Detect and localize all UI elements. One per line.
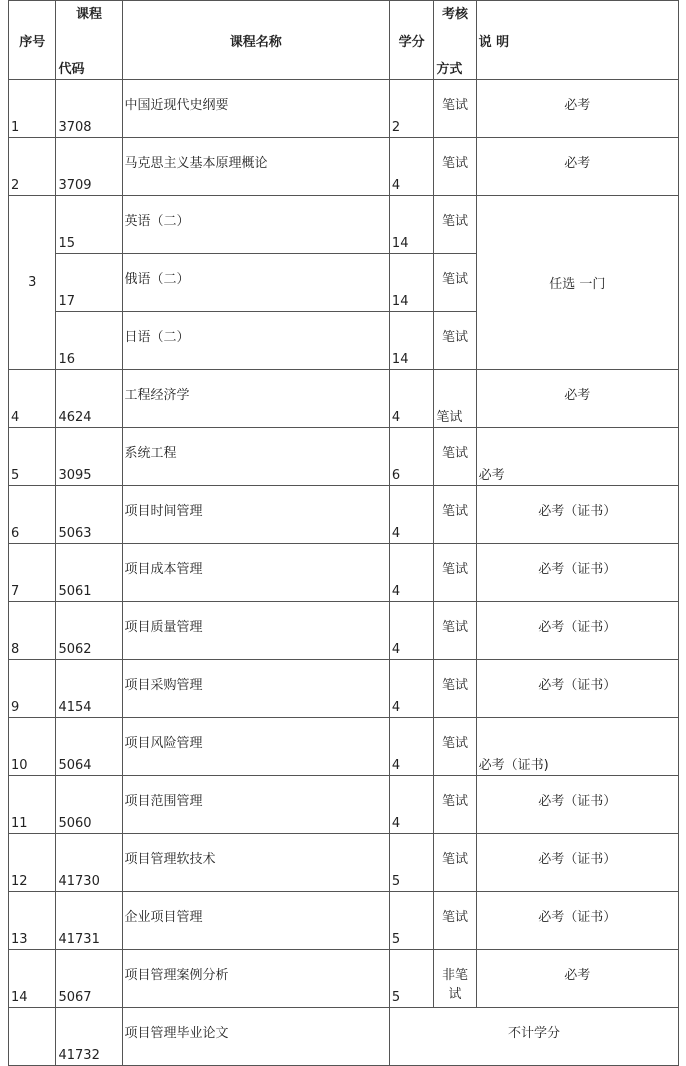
cell-seq bbox=[9, 1008, 56, 1066]
cell-credit: 4 bbox=[389, 544, 433, 602]
cell-code: 5060 bbox=[56, 776, 122, 834]
cell-credit: 6 bbox=[389, 428, 433, 486]
cell-seq: 2 bbox=[9, 138, 56, 196]
cell-name: 项目管理软技术 bbox=[122, 834, 389, 892]
header-exam-bottom: 方式 bbox=[436, 62, 463, 77]
cell-seq: 3 bbox=[9, 196, 56, 370]
cell-code: 5063 bbox=[56, 486, 122, 544]
cell-seq: 13 bbox=[9, 892, 56, 950]
cell-exam: 笔试 bbox=[434, 138, 476, 196]
cell-exam: 笔试 bbox=[434, 196, 476, 254]
cell-note: 不计学分 bbox=[389, 1008, 678, 1066]
header-exam-top: 考核 bbox=[441, 7, 468, 22]
cell-name: 项目管理毕业论文 bbox=[122, 1008, 389, 1066]
cell-exam: 笔试 bbox=[434, 80, 476, 138]
cell-exam: 笔试 bbox=[434, 486, 476, 544]
cell-name: 企业项目管理 bbox=[122, 892, 389, 950]
cell-exam: 笔试 bbox=[434, 370, 476, 428]
cell-seq: 9 bbox=[9, 660, 56, 718]
cell-code: 3095 bbox=[56, 428, 122, 486]
cell-note: 必考（证书） bbox=[476, 892, 678, 950]
cell-code: 3708 bbox=[56, 80, 122, 138]
cell-name: 英语（二） bbox=[122, 196, 389, 254]
table-row bbox=[9, 486, 679, 544]
cell-note: 必考 bbox=[476, 950, 678, 1008]
cell-name: 日语（二） bbox=[122, 312, 389, 370]
cell-code: 5062 bbox=[56, 602, 122, 660]
cell-seq: 12 bbox=[9, 834, 56, 892]
cell-note: 必考（证书） bbox=[476, 486, 678, 544]
cell-note: 必考（证书） bbox=[476, 776, 678, 834]
cell-name: 马克思主义基本原理概论 bbox=[122, 138, 389, 196]
cell-note: 必考（证书） bbox=[476, 834, 678, 892]
cell-seq: 5 bbox=[9, 428, 56, 486]
table-row bbox=[9, 544, 679, 602]
cell-code: 41732 bbox=[56, 1008, 122, 1066]
cell-exam: 笔试 bbox=[434, 660, 476, 718]
cell-note: 必考 bbox=[476, 428, 678, 486]
cell-code: 15 bbox=[56, 196, 122, 254]
header-note: 说 明 bbox=[476, 1, 678, 80]
cell-note: 必考（证书) bbox=[476, 718, 678, 776]
cell-credit: 5 bbox=[389, 892, 433, 950]
header-seq: 序号 bbox=[9, 1, 56, 80]
cell-note: 必考 bbox=[476, 80, 678, 138]
cell-name: 项目风险管理 bbox=[122, 718, 389, 776]
cell-seq: 14 bbox=[9, 950, 56, 1008]
cell-code: 5061 bbox=[56, 544, 122, 602]
header-name: 课程名称 bbox=[122, 1, 389, 80]
table-row bbox=[9, 776, 679, 834]
cell-credit: 4 bbox=[389, 370, 433, 428]
table-row bbox=[9, 428, 679, 486]
cell-code: 17 bbox=[56, 254, 122, 312]
table-row bbox=[9, 660, 679, 718]
table-row bbox=[9, 1008, 679, 1066]
cell-seq: 10 bbox=[9, 718, 56, 776]
cell-seq: 6 bbox=[9, 486, 56, 544]
table-row bbox=[9, 950, 679, 1008]
cell-code: 4624 bbox=[56, 370, 122, 428]
cell-name: 中国近现代史纲要 bbox=[122, 80, 389, 138]
cell-exam: 笔试 bbox=[434, 428, 476, 486]
course-table bbox=[8, 0, 679, 1066]
table-row bbox=[9, 370, 679, 428]
cell-name: 项目质量管理 bbox=[122, 602, 389, 660]
cell-credit: 5 bbox=[389, 950, 433, 1008]
cell-name: 项目采购管理 bbox=[122, 660, 389, 718]
cell-code: 3709 bbox=[56, 138, 122, 196]
cell-credit: 4 bbox=[389, 486, 433, 544]
cell-code: 5067 bbox=[56, 950, 122, 1008]
table-row bbox=[9, 138, 679, 196]
cell-note: 必考（证书） bbox=[476, 660, 678, 718]
cell-name: 项目时间管理 bbox=[122, 486, 389, 544]
table-row bbox=[9, 834, 679, 892]
table-row bbox=[9, 196, 679, 254]
cell-seq: 4 bbox=[9, 370, 56, 428]
cell-seq: 7 bbox=[9, 544, 56, 602]
cell-exam: 笔试 bbox=[434, 776, 476, 834]
cell-name: 俄语（二） bbox=[122, 254, 389, 312]
cell-seq: 11 bbox=[9, 776, 56, 834]
cell-credit: 4 bbox=[389, 718, 433, 776]
cell-credit: 4 bbox=[389, 776, 433, 834]
table-row bbox=[9, 892, 679, 950]
table-row bbox=[9, 80, 679, 138]
table-row bbox=[9, 602, 679, 660]
cell-exam: 笔试 bbox=[434, 602, 476, 660]
header-code-top: 课程 bbox=[76, 7, 103, 22]
header-code bbox=[56, 1, 122, 80]
cell-credit: 2 bbox=[389, 80, 433, 138]
cell-exam: 笔试 bbox=[434, 254, 476, 312]
cell-exam: 笔试 bbox=[434, 544, 476, 602]
cell-name: 工程经济学 bbox=[122, 370, 389, 428]
cell-code: 5064 bbox=[56, 718, 122, 776]
cell-name: 项目管理案例分析 bbox=[122, 950, 389, 1008]
cell-credit: 4 bbox=[389, 138, 433, 196]
cell-note: 必考（证书） bbox=[476, 602, 678, 660]
cell-credit: 4 bbox=[389, 602, 433, 660]
cell-note: 必考 bbox=[476, 370, 678, 428]
cell-seq: 1 bbox=[9, 80, 56, 138]
header-exam bbox=[434, 1, 476, 80]
cell-name: 项目成本管理 bbox=[122, 544, 389, 602]
cell-credit: 14 bbox=[389, 196, 433, 254]
cell-exam: 笔试 bbox=[434, 892, 476, 950]
cell-credit: 5 bbox=[389, 834, 433, 892]
cell-seq: 8 bbox=[9, 602, 56, 660]
cell-code: 4154 bbox=[56, 660, 122, 718]
cell-exam: 笔试 bbox=[434, 834, 476, 892]
cell-credit: 14 bbox=[389, 312, 433, 370]
cell-credit: 14 bbox=[389, 254, 433, 312]
cell-exam: 非笔试 bbox=[434, 950, 476, 1008]
cell-name: 项目范围管理 bbox=[122, 776, 389, 834]
header-credit: 学分 bbox=[389, 1, 433, 80]
cell-note: 必考 bbox=[476, 138, 678, 196]
cell-name: 系统工程 bbox=[122, 428, 389, 486]
header-code-bottom: 代码 bbox=[58, 62, 85, 77]
cell-note: 必考（证书） bbox=[476, 544, 678, 602]
cell-credit: 4 bbox=[389, 660, 433, 718]
cell-code: 41731 bbox=[56, 892, 122, 950]
cell-code: 16 bbox=[56, 312, 122, 370]
cell-code: 41730 bbox=[56, 834, 122, 892]
cell-note: 任选 一门 bbox=[476, 196, 678, 370]
table-header-row bbox=[9, 1, 679, 80]
cell-exam: 笔试 bbox=[434, 718, 476, 776]
cell-exam: 笔试 bbox=[434, 312, 476, 370]
table-row bbox=[9, 718, 679, 776]
